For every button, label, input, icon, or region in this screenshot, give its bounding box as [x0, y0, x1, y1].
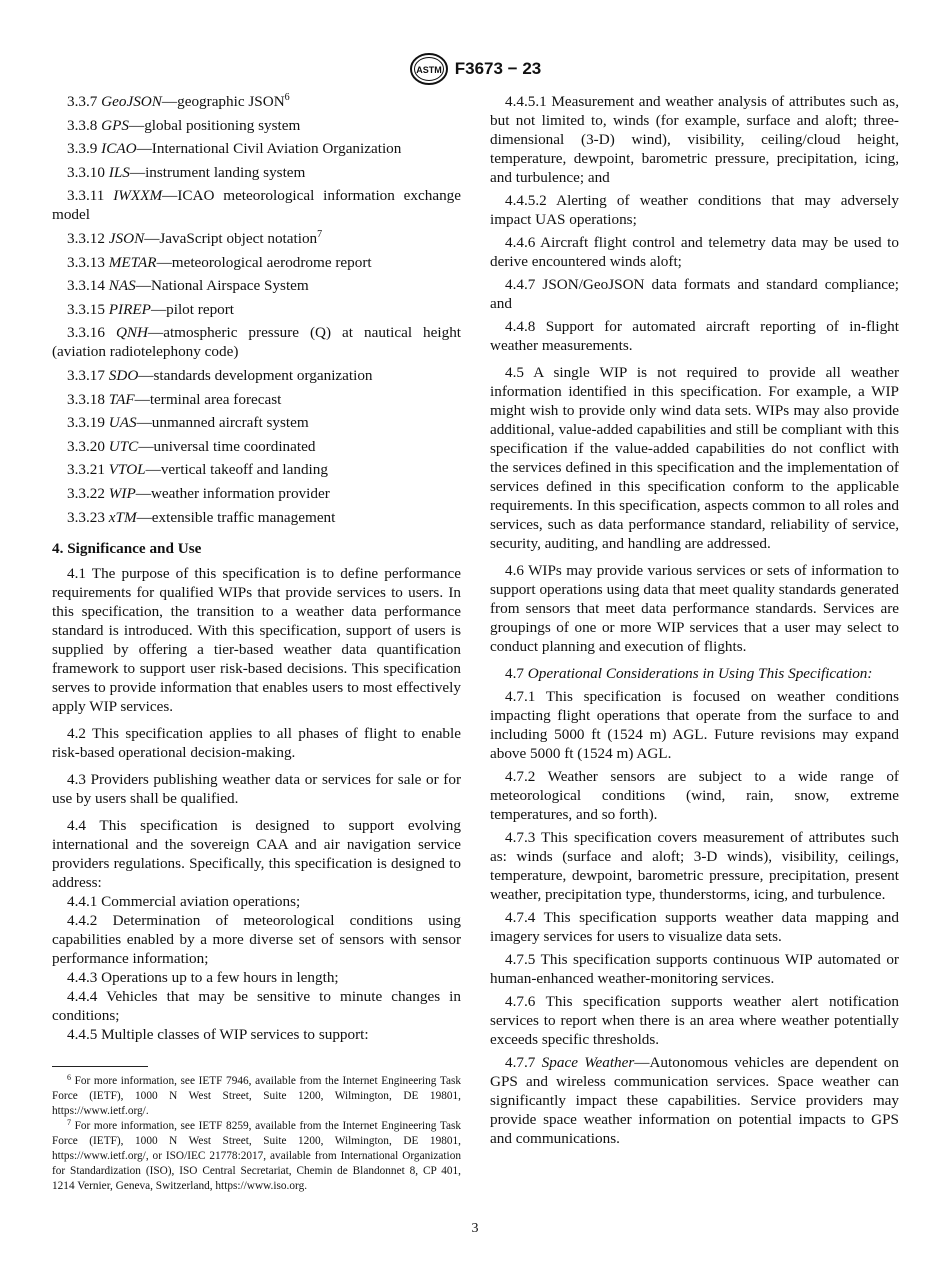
paragraph-4-4-5-2: 4.4.5.2 Alerting of weather conditions that may adversely impact UAS operations;	[490, 192, 899, 228]
definition-number: 3.3.13	[67, 253, 105, 271]
paragraph-4-7-2: 4.7.2 Weather sensors are subject to a wide range of meteorological conditions (wind, rain, snow, extreme temperatures, and so forth).	[490, 768, 899, 823]
definition-description: —standards development organization	[138, 366, 373, 384]
section-heading: 4. Significance and Use	[52, 539, 202, 557]
footnote-text: For more information, see IETF 7946, available from the Internet Engineering Task Force (IETF), 1000 N West Street, Suite 1200, Wilmington, DE 19801, https://www.ietf.org/.	[52, 1075, 461, 1117]
definition-term: IWXXM	[113, 187, 163, 205]
footnote-text: For more information, see IETF 8259, available from the Internet Engineering Task Force (IETF), 1000 N West Street, Suite 1200, Wilmington, DE 19801, https://www.ietf.org/, or ISO/IEC 21778:2017, available from International Organization for Standardization (ISO), ISO Central Secretariat, Chemin de Blandonnet 8, CP 401, 1214 Vernier, Geneva, Switzerland, https://www.iso.org.	[52, 1120, 461, 1192]
paragraph-4-7-1: 4.7.1 This specification is focused on weather conditions impacting flight operations that operate from the surface to and including 5000 ft (1524 m) AGL. Future revisions may expand above 5000 ft (1524 m) AGL.	[490, 688, 899, 762]
footnote-mark: 7	[67, 1118, 71, 1127]
paragraph-4-7-6: 4.7.6 This specification supports weather alert notification services to report when there is an area where weather potentially exceeds specific thresholds.	[490, 993, 899, 1048]
definition-number: 3.3.18	[67, 390, 105, 408]
definition-item	[52, 276, 461, 295]
definition-term: METAR	[108, 253, 157, 271]
definition-item	[52, 92, 461, 111]
definition-description: —atmospheric pressure (Q) at nautical height (aviation radiotelephony code)	[52, 324, 462, 361]
definition-item	[52, 413, 461, 432]
paragraph-4-7	[490, 664, 899, 683]
definition-number: 3.3.9	[67, 140, 98, 158]
astm-logo-icon	[409, 52, 449, 86]
definition-number: 3.3.20	[67, 437, 105, 455]
footnotes	[52, 1074, 461, 1194]
definition-description: —National Airspace System	[135, 277, 309, 295]
definition-term: JSON	[108, 229, 145, 247]
left-column	[52, 92, 461, 1044]
definition-description: —instrument landing system	[129, 163, 306, 181]
definition-description: —global positioning system	[129, 116, 301, 134]
paragraph-4-4-2: 4.4.2 Determination of meteorological conditions using capabilities enabled by a more diverse set of sensors with sensor performance information;	[52, 911, 461, 967]
paragraph-4-2: 4.2 This specification applies to all phases of flight to enable risk-based operational decision-making.	[52, 724, 461, 761]
definition-description: —International Civil Aviation Organization	[136, 140, 402, 158]
paragraph-4-1: 4.1 The purpose of this specification is to define performance requirements for qualified WIPs that provide services to users. In this specification, the transition to a weather data performance standard is introduced. With this specification, support of users is supplied by offering a tier-based weather data quantification framework to support user risk-based decisions. This specification serves to provide information that enables users to most effectively apply WIP services.	[52, 564, 461, 715]
definition-term: UTC	[108, 437, 139, 455]
definition-number: 3.3.21	[67, 461, 105, 479]
paragraph-4-4: 4.4 This specification is designed to support evolving international and the sovereign CAA and air navigation service providers regulations. Specifically, this specification is designed to address:	[52, 816, 461, 891]
definition-number: 3.3.12	[67, 229, 105, 247]
definition-number: 3.3.11	[67, 187, 105, 205]
definition-description: —unmanned aircraft system	[136, 414, 309, 432]
paragraph-4-4-5-1: 4.4.5.1 Measurement and weather analysis of attributes such as, but not limited to, winds (for example, surface and aloft; three-dimensional (3-D) wind), visibility, ceiling/cloud height, temperature, dewpoint, barometric pressure, precipitation, icing, and turbulence; and	[490, 93, 899, 186]
footnote-item	[52, 1074, 461, 1119]
definition-item	[52, 139, 461, 158]
definition-description: —geographic JSON	[161, 93, 285, 110]
definition-term: GPS	[101, 116, 130, 134]
definition-number: 3.3.19	[67, 414, 105, 432]
paragraph-4-7-4: 4.7.4 This specification supports weather data mapping and imagery services for users to visualize data sets.	[490, 909, 899, 945]
definition-item	[52, 484, 461, 503]
definition-item	[52, 300, 461, 319]
definition-description: —universal time coordinated	[138, 437, 316, 455]
definition-term: ILS	[108, 163, 130, 181]
definition-item	[52, 116, 461, 135]
paragraph-4-4-1: 4.4.1 Commercial aviation operations;	[67, 892, 301, 910]
paragraph-4-4-7: 4.4.7 JSON/GeoJSON data formats and standard compliance; and	[490, 276, 899, 312]
paragraph-4-7-7-text: —Autonomous vehicles are dependent on GPS and wireless communication services. Space weather can significantly impact these capabilities. Service providers may provide space weather information on potential impacts to GPS and communications.	[490, 1054, 899, 1147]
definition-number: 3.3.23	[67, 508, 105, 526]
page-number: 3	[471, 1221, 479, 1236]
paragraph-4-6: 4.6 WIPs may provide various services or sets of information to support operations using data that meet quality standards generated from sensors that meet data performance standards. Services are groupings of one or more WIP services that a user may select to conduct planning and execution of flights.	[490, 562, 899, 655]
definition-item	[52, 186, 461, 224]
definition-number: 3.3.17	[67, 366, 105, 384]
definition-term: TAF	[108, 390, 135, 408]
paragraph-4-7-title: Operational Considerations in Using This Specification:	[527, 665, 873, 682]
definition-item	[52, 366, 461, 385]
right-column	[490, 92, 899, 1152]
definition-item	[52, 508, 461, 527]
svg-text:ASTM: ASTM	[416, 65, 442, 75]
definition-item	[52, 253, 461, 272]
paragraph-4-5: 4.5 A single WIP is not required to provide all weather information identified in this specification. For example, a WIP might wish to provide only wind data sets. WIPs may also provide additional, value-added capabilities and still be compliant with this specification if the value-added capabilities do not conflict with the services defined in this specification and the implementation of services defined in this specification conform to the applicable requirements. In this specification, aspects common to all roles and services, such as data performance standard, reliability of service, security, auditing, and handling are addressed.	[490, 364, 899, 552]
paragraph-4-4-8: 4.4.8 Support for automated aircraft reporting of in-flight weather measurements.	[490, 318, 899, 354]
definition-item	[52, 323, 461, 361]
definition-number: 3.3.15	[67, 300, 105, 318]
paragraph-4-7-5: 4.7.5 This specification supports continuous WIP automated or human-enhanced weather-monitoring services.	[490, 951, 899, 987]
definition-number: 3.3.8	[67, 116, 98, 134]
definition-description: —pilot report	[150, 300, 235, 318]
definition-term: PIREP	[108, 300, 151, 318]
document-id: F3673 − 23	[454, 59, 542, 78]
paragraph-4-4-5: 4.4.5 Multiple classes of WIP services to support:	[67, 1025, 369, 1043]
paragraph-4-4-4: 4.4.4 Vehicles that may be sensitive to minute changes in conditions;	[52, 987, 461, 1024]
paragraph-4-4-3: 4.4.3 Operations up to a few hours in length;	[67, 968, 339, 986]
paragraph-4-3: 4.3 Providers publishing weather data or services for sale or for use by users shall be qualified.	[52, 770, 461, 807]
definition-number: 3.3.16	[67, 324, 105, 342]
definition-term: NAS	[108, 277, 136, 295]
definition-number: 3.3.7	[67, 93, 98, 110]
definition-number: 3.3.14	[67, 277, 105, 295]
paragraph-4-7-number: 4.7	[505, 665, 524, 682]
definition-description: —weather information provider	[135, 484, 330, 502]
paragraph-4-4-6: 4.4.6 Aircraft flight control and telemetry data may be used to derive encountered winds aloft;	[490, 234, 899, 270]
definition-description: —vertical takeoff and landing	[145, 461, 328, 479]
definition-description: —terminal area forecast	[134, 390, 282, 408]
paragraph-4-7-7-number: 4.7.7	[505, 1054, 536, 1071]
paragraph-4-7-7	[490, 1053, 899, 1148]
paragraph-4-7-3: 4.7.3 This specification covers measurement of attributes such as: winds (surface and aloft; 3-D winds), visibility, ceilings, temperature, dewpoint, barometric pressure, precipitation, present weather, precipitation type, thunderstorms, icing, and turbulence.	[490, 829, 899, 903]
definition-term: GeoJSON	[101, 93, 162, 110]
footnote-mark: 6	[67, 1073, 71, 1082]
definition-item	[52, 460, 461, 479]
definition-item	[52, 229, 461, 248]
definition-item	[52, 163, 461, 182]
definition-term: UAS	[108, 414, 137, 432]
definition-term: SDO	[108, 366, 139, 384]
definition-term: WIP	[108, 484, 136, 502]
definition-term: VTOL	[108, 461, 146, 479]
footnote-divider	[52, 1066, 148, 1067]
definition-number: 3.3.10	[67, 163, 105, 181]
footnote-reference: 6	[284, 92, 290, 103]
definition-description: —extensible traffic management	[136, 508, 336, 526]
definition-term: QNH	[115, 324, 149, 342]
paragraph-4-7-7-title: Space Weather	[541, 1054, 635, 1071]
definition-number: 3.3.22	[67, 484, 105, 502]
definition-description: —ICAO meteorological information exchange model	[52, 187, 461, 224]
definition-description: —meteorological aerodrome report	[156, 253, 372, 271]
definitions-list	[52, 92, 461, 527]
definition-term: ICAO	[101, 140, 137, 158]
footnote-item	[52, 1119, 461, 1194]
definition-item	[52, 390, 461, 409]
definition-term: xTM	[108, 508, 137, 526]
definition-item	[52, 437, 461, 456]
definition-description: —JavaScript object notation	[144, 229, 318, 247]
page-header	[0, 52, 950, 86]
footnote-reference: 7	[317, 228, 323, 240]
